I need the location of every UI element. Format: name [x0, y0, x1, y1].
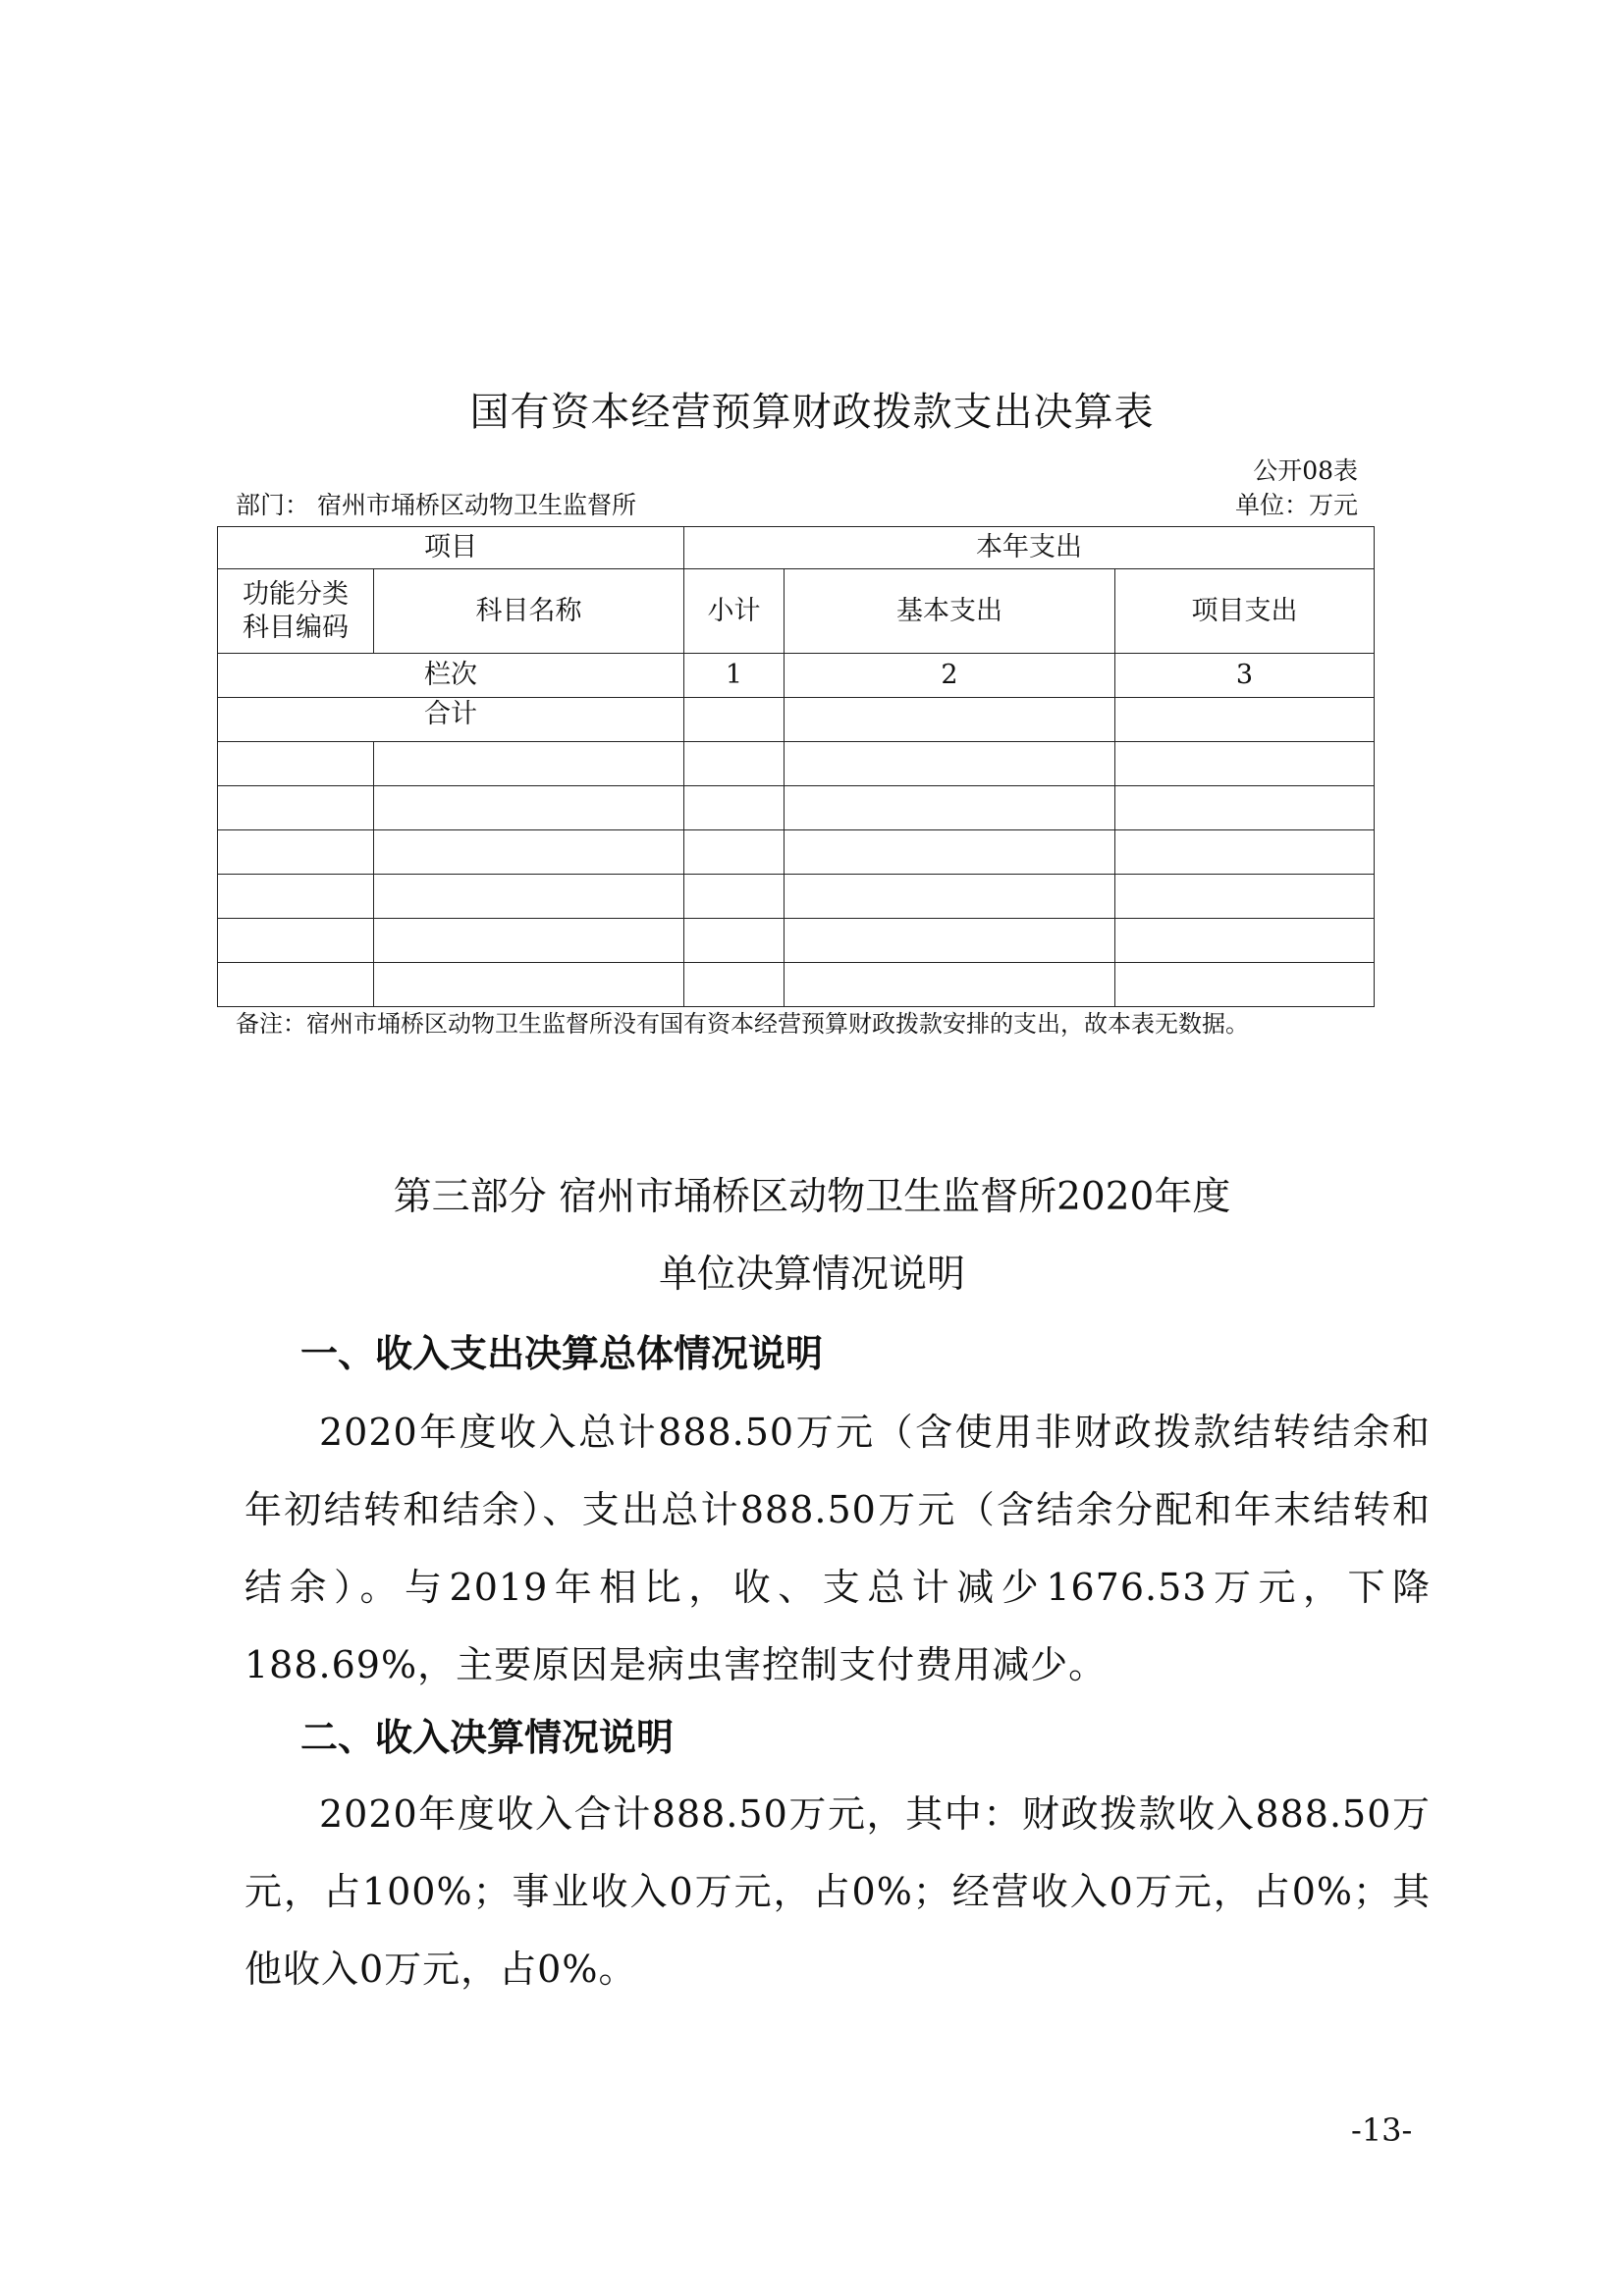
total-row — [218, 698, 1375, 742]
total-subtotal — [684, 698, 785, 742]
column-number-3: 3 — [1115, 654, 1375, 698]
func-code-text: 功能分类科目编码 — [243, 578, 349, 643]
expense-table — [217, 526, 1375, 1007]
total-project — [1115, 698, 1375, 742]
paragraph-income-statement: 2020年度收入合计888.50万元，其中：财政拨款收入888.50万元，占100%；事业收入0万元，占0%；经营收入0万元，占0%；其他收入0万元，占0%。 — [244, 1792, 1431, 1991]
header-subject-name: 科目名称 — [374, 569, 684, 654]
header-subtotal: 小计 — [684, 569, 785, 654]
header-basic-expense: 基本支出 — [785, 569, 1115, 654]
table-header-row — [218, 527, 1375, 569]
heading-income-statement: 二、收入决算情况说明 — [300, 1716, 675, 1759]
header-project-expense: 项目支出 — [1115, 569, 1375, 654]
column-number-2: 2 — [785, 654, 1115, 698]
table-code: 公开08表 — [1253, 456, 1358, 485]
section-title-line2: 单位决算情况说明 — [658, 1253, 965, 1297]
section-title-line1: 第三部分 宿州市埇桥区动物卫生监督所2020年度 — [393, 1175, 1231, 1219]
table-title: 国有资本经营预算财政拨款支出决算表 — [469, 390, 1155, 435]
page-number: -13- — [1351, 2111, 1413, 2149]
total-basic — [785, 698, 1115, 742]
header-current-year-expense: 本年支出 — [684, 527, 1375, 569]
table-row — [218, 919, 1375, 963]
heading-income-expense-overview: 一、收入支出决算总体情况说明 — [300, 1332, 824, 1375]
table-note: 备注：宿州市埇桥区动物卫生监督所没有国有资本经营预算财政拨款安排的支出，故本表无数据。 — [236, 1010, 1249, 1038]
table-row — [218, 786, 1375, 830]
department-label: 部门： 宿州市埇桥区动物卫生监督所 — [236, 491, 636, 519]
table-row — [218, 830, 1375, 875]
table-row — [218, 963, 1375, 1007]
header-project: 项目 — [218, 527, 684, 569]
column-number-label: 栏次 — [218, 654, 684, 698]
unit-label: 单位：万元 — [1234, 491, 1358, 519]
paragraph-income-expense-overview: 2020年度收入总计888.50万元（含使用非财政拨款结转结余和年初结转和结余）、支出总计888.50万元（含结余分配和年末结转和结余）。与2019年相比，收、支总计减少1676.53万元，下降188.69%，主要原因是病虫害控制支付费用减少。 — [244, 1411, 1431, 1686]
column-number-1: 1 — [684, 654, 785, 698]
table-row — [218, 742, 1375, 786]
header-func-code — [218, 569, 374, 654]
table-subheader-row — [218, 569, 1375, 654]
column-number-row — [218, 654, 1375, 698]
table-row — [218, 875, 1375, 919]
total-label: 合计 — [218, 698, 684, 742]
